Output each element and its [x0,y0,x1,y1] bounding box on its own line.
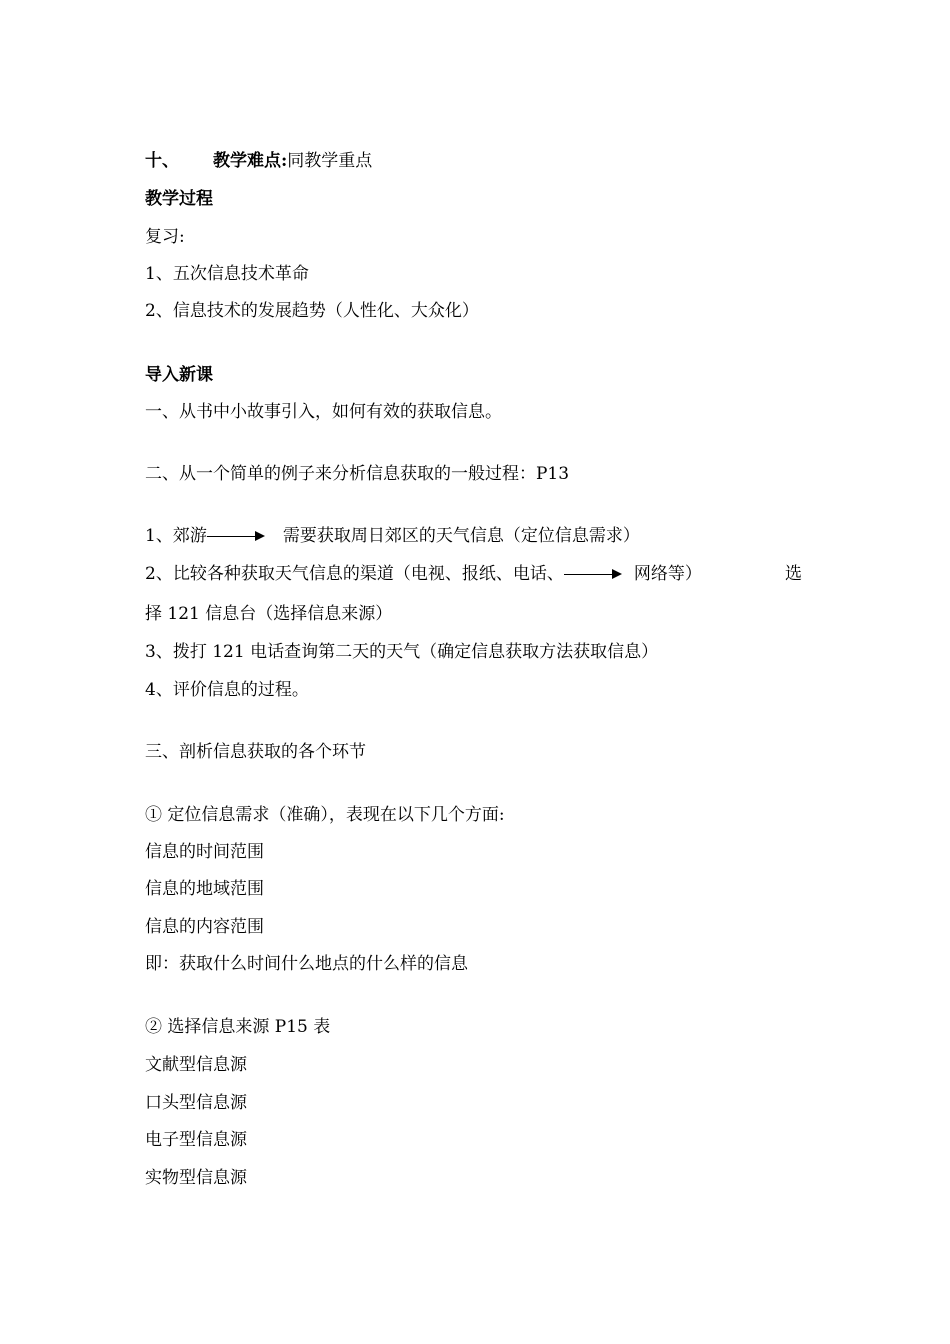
intro-one: 一、从书中小故事引入，如何有效的获取信息。 [145,402,502,422]
point-2-item: 实物型信息源 [145,1168,247,1188]
step-2-continued: 择 121 信息台（选择信息来源） [145,604,393,624]
step-3: 3、拨打 121 电话查询第二天的天气（确定信息获取方法获取信息） [145,642,659,662]
process-heading: 教学过程 [145,189,213,209]
difficulty-number: 十、 [145,151,179,171]
step-2-end: 网络等） [633,564,702,584]
review-item: 2、信息技术的发展趋势（人性化、大众化） [145,301,479,321]
step-1-end: 需要获取周日郊区的天气信息（定位信息需求） [282,526,640,546]
point-1-item: 信息的内容范围 [145,917,264,937]
point-2-item: 电子型信息源 [145,1130,247,1150]
difficulty-text: 同教学重点 [287,151,373,171]
intro-two: 二、从一个简单的例子来分析信息获取的一般过程：P13 [145,464,570,484]
step-4: 4、评价信息的过程。 [145,680,309,700]
point-1-summary: 即：获取什么时间什么地点的什么样的信息 [145,954,468,974]
step-1 [145,525,640,547]
point-1: ① 定位信息需求（准确），表现在以下几个方面: [145,805,505,825]
step-1-start: 1、郊游 [145,526,207,546]
step-2-tail: 选 [785,564,802,584]
difficulty-label: 教学难点: [213,151,288,171]
point-1-item: 信息的地域范围 [145,879,264,899]
arrow-icon [207,525,265,547]
point-2-item: 文献型信息源 [145,1055,247,1075]
review-item: 1、五次信息技术革命 [145,264,309,284]
arrow-icon [564,563,622,585]
step-2 [145,563,702,585]
difficulty-line [145,150,372,172]
step-2-start: 2、比较各种获取天气信息的渠道（电视、报纸、电话、 [145,564,564,584]
point-2: ② 选择信息来源 P15 表 [145,1017,331,1037]
point-2-item: 口头型信息源 [145,1093,247,1113]
analysis-heading: 三、剖析信息获取的各个环节 [145,742,366,762]
review-heading: 复习: [145,227,185,247]
point-1-item: 信息的时间范围 [145,842,264,862]
intro-heading: 导入新课 [145,365,213,385]
